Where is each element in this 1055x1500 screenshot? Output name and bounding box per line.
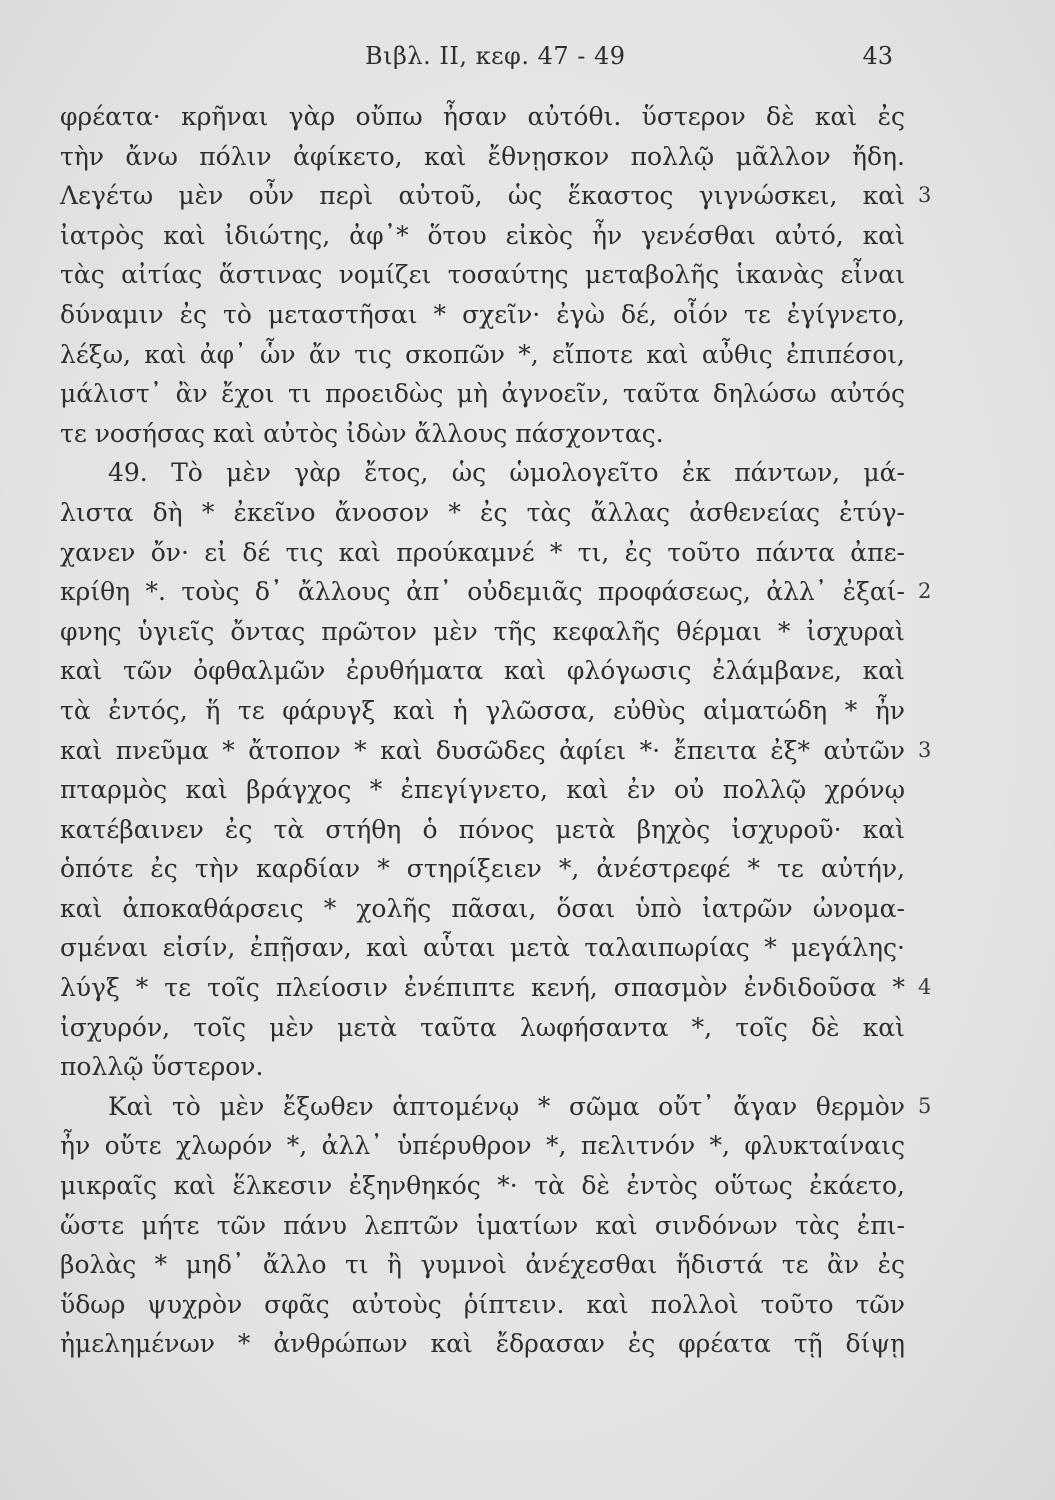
line-text: Καὶ τὸ μὲν ἔξωθεν ἁπτομένῳ * σῶμα οὔτ᾽ ἄγαν θερμὸν xyxy=(108,1091,905,1121)
page-body-text xyxy=(60,97,932,1364)
text-line xyxy=(60,770,905,810)
text-line xyxy=(60,533,905,573)
text-line xyxy=(60,968,932,1008)
text-line xyxy=(60,453,905,493)
text-line xyxy=(60,374,905,414)
line-text: πολλῷ ὕστερον. xyxy=(60,1052,264,1082)
line-text: πταρμὸς καὶ βράγχος * ἐπεγίγνετο, καὶ ἐν οὐ πολλῷ χρόνῳ xyxy=(60,775,905,805)
line-text: Λεγέτω μὲν οὖν περὶ αὐτοῦ, ὡς ἕκαστος γιγνώσκει, καὶ xyxy=(60,181,905,211)
text-line xyxy=(60,651,905,691)
section-number: 3 xyxy=(918,737,932,762)
line-text: χανεν ὄν· εἰ δέ τις καὶ προύκαμνέ * τι, ἐς τοῦτο πάντα ἀπε- xyxy=(60,537,905,567)
text-line xyxy=(60,889,905,929)
section-number: 2 xyxy=(918,579,932,604)
line-text: τὴν ἄνω πόλιν ἀφίκετο, καὶ ἔθνῃσκον πολλῷ μᾶλλον ἤδη. xyxy=(60,141,905,171)
line-text: λέξω, καὶ ἀφ᾽ ὧν ἄν τις σκοπῶν *, εἴποτε καὶ αὖθις ἐπιπέσοι, xyxy=(60,339,905,369)
text-line xyxy=(60,216,905,256)
line-text: κρίθη *. τοὺς δ᾽ ἄλλους ἀπ᾽ οὐδεμιᾶς προφάσεως, ἀλλ᾽ ἐξαί- xyxy=(60,577,905,607)
line-text: λιστα δὴ * ἐκεῖνο ἄνοσον * ἐς τὰς ἄλλας ἀσθενείας ἐτύγ- xyxy=(60,497,905,527)
section-number: 5 xyxy=(918,1093,932,1118)
line-text: μικραῖς καὶ ἕλκεσιν ἐξηνθηκός *· τὰ δὲ ἐντὸς οὕτως ἐκάετο, xyxy=(60,1171,905,1201)
page-number: 43 xyxy=(862,42,893,70)
running-title: Βιβλ. II, κεφ. 47 - 49 xyxy=(365,42,626,70)
text-line xyxy=(60,97,905,137)
line-text: 49. Τὸ μὲν γὰρ ἔτος, ὡς ὡμολογεῖτο ἐκ πάντων, μά- xyxy=(108,458,905,488)
text-line xyxy=(60,137,905,177)
line-text: βολὰς * μηδ᾽ ἄλλο τι ἢ γυμνοὶ ἀνέχεσθαι ἥδιστά τε ἂν ἐς xyxy=(60,1250,905,1280)
text-line xyxy=(60,1047,905,1087)
line-text: φρέατα· κρῆναι γὰρ οὔπω ἦσαν αὐτόθι. ὕστερον δὲ καὶ ἐς xyxy=(60,102,905,131)
line-text: τὰ ἐντός, ἥ τε φάρυγξ καὶ ἡ γλῶσσα, εὐθὺς αἱματώδη * ἦν xyxy=(60,695,905,725)
line-text: ἰσχυρόν, τοῖς μὲν μετὰ ταῦτα λωφήσαντα *, τοῖς δὲ καὶ xyxy=(60,1012,905,1042)
text-line xyxy=(60,1126,905,1166)
text-line xyxy=(60,810,905,850)
line-text: τε νοσήσας καὶ αὐτὸς ἰδὼν ἄλλους πάσχοντας. xyxy=(60,418,664,448)
line-text: ὥστε μήτε τῶν πάνυ λεπτῶν ἱματίων καὶ σινδόνων τὰς ἐπι- xyxy=(60,1210,905,1240)
text-line xyxy=(60,335,905,375)
line-text: μάλιστ᾽ ἂν ἔχοι τι προειδὼς μὴ ἀγνοεῖν, ταῦτα δηλώσω αὐτός xyxy=(60,379,905,409)
line-text: ὁπότε ἐς τὴν καρδίαν * στηρίξειεν *, ἀνέστρεφέ * τε αὐτήν, xyxy=(60,854,905,884)
text-line xyxy=(60,255,905,295)
text-line xyxy=(60,414,905,454)
line-text: λύγξ * τε τοῖς πλείοσιν ἐνέπιπτε κενή, σπασμὸν ἐνδιδοῦσα * xyxy=(60,973,905,1003)
text-line xyxy=(60,1087,932,1127)
text-line xyxy=(60,1166,905,1206)
line-text: καὶ ἀποκαθάρσεις * χολῆς πᾶσαι, ὅσαι ὑπὸ ἰατρῶν ὠνομα- xyxy=(60,893,905,923)
text-line xyxy=(60,731,932,771)
text-line xyxy=(60,1206,905,1246)
line-text: καὶ πνεῦμα * ἄτοπον * καὶ δυσῶδες ἀφίει *· ἔπειτα ἐξ* αὐτῶν xyxy=(60,735,905,765)
text-line xyxy=(60,1245,905,1285)
page-header xyxy=(60,40,905,80)
line-text: κατέβαινεν ἐς τὰ στήθη ὁ πόνος μετὰ βηχὸς ἰσχυροῦ· καὶ xyxy=(60,814,905,844)
text-line xyxy=(60,691,905,731)
text-line xyxy=(60,295,905,335)
text-line xyxy=(60,1008,905,1048)
text-line xyxy=(60,493,905,533)
line-text: δύναμιν ἐς τὸ μεταστῆσαι * σχεῖν· ἐγὼ δέ, οἷόν τε ἐγίγνετο, xyxy=(60,299,905,329)
line-text: ἦν οὔτε χλωρόν *, ἀλλ᾽ ὑπέρυθρον *, πελιτνόν *, φλυκταίναις xyxy=(60,1131,905,1161)
section-number: 4 xyxy=(918,975,932,1000)
text-line xyxy=(60,612,905,652)
line-text: σμέναι εἰσίν, ἐπῇσαν, καὶ αὗται μετὰ ταλαιπωρίας * μεγάλης· xyxy=(60,933,905,963)
text-line xyxy=(60,1285,905,1325)
line-text: ἰατρὸς καὶ ἰδιώτης, ἀφ᾽* ὅτου εἰκὸς ἦν γενέσθαι αὐτό, καὶ xyxy=(60,220,905,250)
text-line xyxy=(60,928,905,968)
text-line xyxy=(60,176,932,216)
text-line xyxy=(60,572,932,612)
line-text: τὰς αἰτίας ἅστινας νομίζει τοσαύτης μεταβολῆς ἱκανὰς εἶναι xyxy=(60,260,905,290)
text-line xyxy=(60,1324,905,1364)
text-line xyxy=(60,849,905,889)
line-text: φνης ὑγιεῖς ὄντας πρῶτον μὲν τῆς κεφαλῆς θέρμαι * ἰσχυραὶ xyxy=(60,616,905,646)
line-text: ἠμελημένων * ἀνθρώπων καὶ ἔδρασαν ἐς φρέατα τῇ δίψῃ xyxy=(60,1329,905,1359)
section-number: 3 xyxy=(918,183,932,208)
line-text: καὶ τῶν ὀφθαλμῶν ἐρυθήματα καὶ φλόγωσις ἐλάμβανε, καὶ xyxy=(60,656,905,686)
line-text: ὕδωρ ψυχρὸν σφᾶς αὐτοὺς ῥίπτειν. καὶ πολλοὶ τοῦτο τῶν xyxy=(60,1289,905,1319)
